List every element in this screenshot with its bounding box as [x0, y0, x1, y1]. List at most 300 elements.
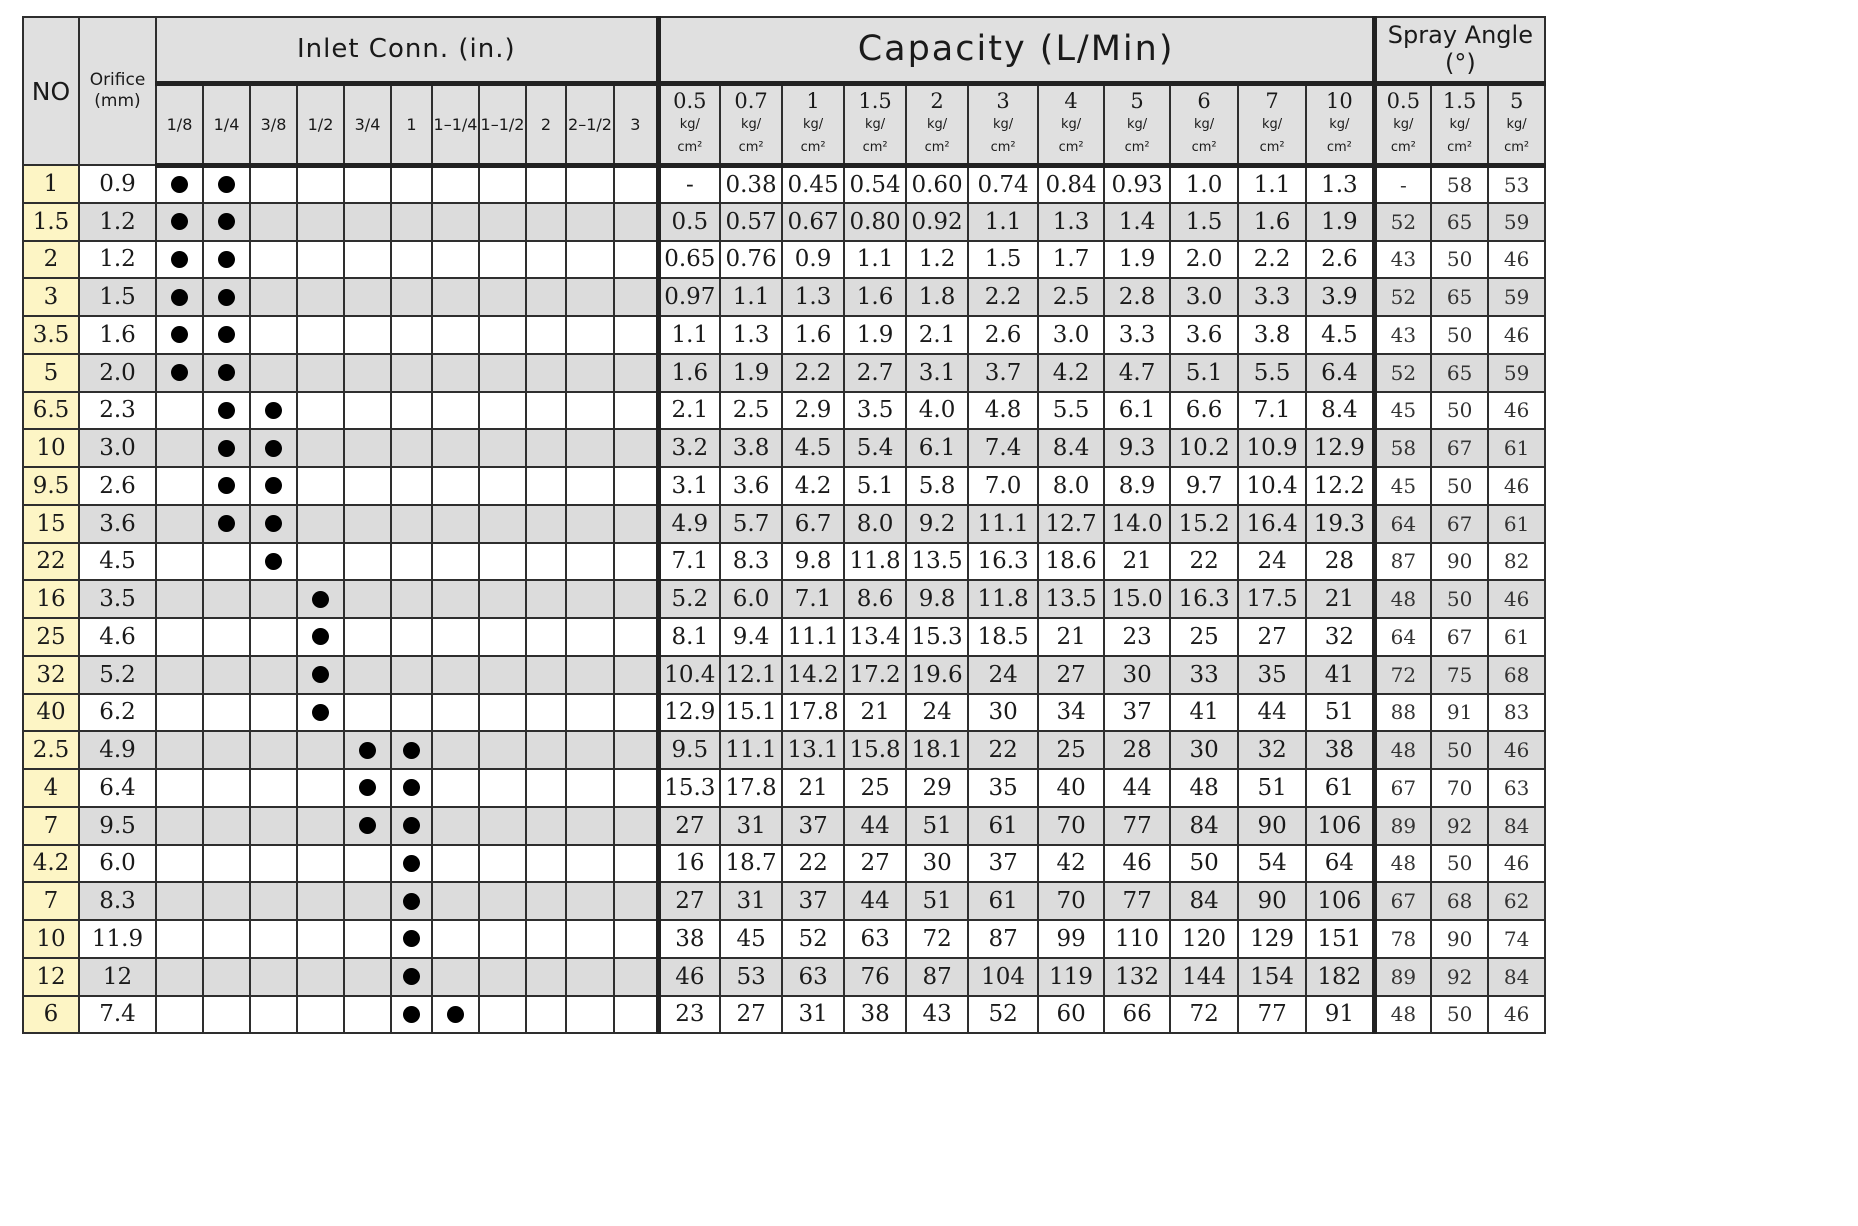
spray-angle-group-header: Spray Angle (°): [1374, 17, 1545, 83]
available-dot-icon: [171, 176, 188, 193]
inlet-conn-cell: [432, 807, 479, 845]
capacity-cell: 90: [1238, 882, 1306, 920]
inlet-conn-cell: [297, 882, 344, 920]
nozzle-no-cell: 10: [23, 920, 79, 958]
inlet-conn-cell: [479, 807, 526, 845]
capacity-cell: 8.4: [1038, 429, 1104, 467]
inlet-conn-cell: [297, 580, 344, 618]
inlet-conn-cell: [156, 882, 203, 920]
inlet-size-header: 1/2: [297, 83, 344, 165]
available-dot-icon: [312, 704, 329, 721]
inlet-conn-cell: [250, 731, 297, 769]
pressure-header: [1038, 83, 1104, 165]
spray-angle-cell: 63: [1488, 769, 1545, 807]
spray-angle-cell: 78: [1374, 920, 1431, 958]
capacity-cell: 1.1: [844, 241, 906, 279]
available-dot-icon: [171, 364, 188, 381]
inlet-conn-cell: [479, 505, 526, 543]
capacity-cell: 13.5: [906, 543, 968, 581]
table-body: [23, 165, 1545, 1033]
inlet-conn-cell: [614, 807, 658, 845]
capacity-cell: 50: [1170, 845, 1238, 883]
capacity-cell: 1.2: [906, 241, 968, 279]
inlet-conn-cell: [432, 241, 479, 279]
inlet-conn-cell: [432, 165, 479, 203]
inlet-conn-cell: [250, 392, 297, 430]
inlet-conn-cell: [250, 278, 297, 316]
capacity-cell: 31: [720, 807, 782, 845]
inlet-conn-cell: [614, 543, 658, 581]
capacity-cell: 104: [968, 958, 1038, 996]
inlet-conn-cell: [432, 316, 479, 354]
capacity-cell: 12.9: [1306, 429, 1374, 467]
spray-angle-cell: 58: [1374, 429, 1431, 467]
pressure-value: 2: [930, 88, 944, 113]
orifice-cell: 4.6: [79, 618, 156, 656]
inlet-size-header: 1/4: [203, 83, 250, 165]
pressure-value: 4: [1064, 88, 1078, 113]
spray-angle-cell: -: [1374, 165, 1431, 203]
capacity-cell: 18.1: [906, 731, 968, 769]
capacity-cell: 4.0: [906, 392, 968, 430]
spray-angle-cell: 46: [1488, 467, 1545, 505]
inlet-conn-cell: [432, 580, 479, 618]
capacity-cell: 72: [1170, 996, 1238, 1034]
pressure-value: 1.5: [858, 88, 892, 113]
orifice-cell: 1.6: [79, 316, 156, 354]
inlet-conn-cell: [250, 996, 297, 1034]
inlet-conn-cell: [526, 241, 566, 279]
inlet-conn-cell: [526, 392, 566, 430]
capacity-cell: 5.1: [844, 467, 906, 505]
inlet-conn-cell: [156, 505, 203, 543]
available-dot-icon: [218, 289, 235, 306]
capacity-cell: 12.9: [658, 694, 720, 732]
capacity-cell: 61: [1306, 769, 1374, 807]
spray-angle-cell: 50: [1431, 845, 1488, 883]
spray-angle-cell: 92: [1431, 807, 1488, 845]
capacity-cell: 2.6: [1306, 241, 1374, 279]
capacity-cell: 7.1: [782, 580, 844, 618]
inlet-conn-cell: [250, 505, 297, 543]
table-row: [23, 165, 1545, 203]
spray-angle-cell: 61: [1488, 429, 1545, 467]
capacity-cell: 5.4: [844, 429, 906, 467]
pressure-header: [968, 83, 1038, 165]
capacity-cell: 0.84: [1038, 165, 1104, 203]
capacity-cell: 11.1: [720, 731, 782, 769]
available-dot-icon: [218, 364, 235, 381]
spray-angle-cell: 67: [1374, 882, 1431, 920]
table-row: [23, 429, 1545, 467]
capacity-cell: 2.1: [658, 392, 720, 430]
inlet-conn-cell: [250, 467, 297, 505]
inlet-conn-cell: [432, 882, 479, 920]
capacity-cell: 12.1: [720, 656, 782, 694]
inlet-conn-cell: [526, 316, 566, 354]
capacity-cell: 77: [1104, 882, 1170, 920]
available-dot-icon: [171, 289, 188, 306]
capacity-cell: 3.0: [1170, 278, 1238, 316]
inlet-conn-cell: [566, 165, 614, 203]
capacity-cell: 3.2: [658, 429, 720, 467]
capacity-cell: 30: [906, 845, 968, 883]
inlet-conn-cell: [344, 392, 391, 430]
orifice-cell: 2.6: [79, 467, 156, 505]
inlet-conn-cell: [344, 543, 391, 581]
capacity-cell: 22: [782, 845, 844, 883]
inlet-conn-cell: [156, 580, 203, 618]
capacity-cell: 27: [658, 882, 720, 920]
table-row: [23, 580, 1545, 618]
spray-angle-cell: 87: [1374, 543, 1431, 581]
capacity-cell: 31: [782, 996, 844, 1034]
capacity-cell: 61: [968, 882, 1038, 920]
pressure-value: 7: [1265, 88, 1279, 113]
spray-angle-cell: 83: [1488, 694, 1545, 732]
inlet-conn-cell: [203, 429, 250, 467]
inlet-conn-cell: [391, 920, 432, 958]
inlet-conn-cell: [344, 958, 391, 996]
inlet-conn-cell: [391, 958, 432, 996]
capacity-cell: 12.7: [1038, 505, 1104, 543]
inlet-conn-cell: [297, 165, 344, 203]
inlet-conn-cell: [344, 769, 391, 807]
nozzle-no-cell: 2: [23, 241, 79, 279]
nozzle-no-cell: 6: [23, 996, 79, 1034]
capacity-cell: 0.80: [844, 203, 906, 241]
table-row: [23, 618, 1545, 656]
capacity-cell: 3.9: [1306, 278, 1374, 316]
inlet-conn-cell: [614, 882, 658, 920]
capacity-cell: 34: [1038, 694, 1104, 732]
inlet-conn-cell: [614, 731, 658, 769]
inlet-conn-cell: [479, 429, 526, 467]
nozzle-no-cell: 5: [23, 354, 79, 392]
capacity-cell: 14.0: [1104, 505, 1170, 543]
inlet-size-header: 3/4: [344, 83, 391, 165]
capacity-cell: 4.2: [782, 467, 844, 505]
inlet-conn-cell: [297, 543, 344, 581]
capacity-cell: 28: [1306, 543, 1374, 581]
spray-angle-cell: 45: [1374, 392, 1431, 430]
available-dot-icon: [218, 176, 235, 193]
inlet-conn-cell: [526, 429, 566, 467]
capacity-cell: 106: [1306, 882, 1374, 920]
orifice-cell: 8.3: [79, 882, 156, 920]
spray-angle-cell: 50: [1431, 392, 1488, 430]
inlet-conn-cell: [156, 278, 203, 316]
inlet-conn-cell: [203, 694, 250, 732]
inlet-conn-cell: [203, 618, 250, 656]
capacity-cell: 5.7: [720, 505, 782, 543]
inlet-size-header: 2–1/2: [566, 83, 614, 165]
available-dot-icon: [171, 251, 188, 268]
inlet-conn-cell: [479, 467, 526, 505]
capacity-cell: 2.6: [968, 316, 1038, 354]
inlet-size-header: 3/8: [250, 83, 297, 165]
capacity-cell: 0.9: [782, 241, 844, 279]
capacity-cell: 77: [1104, 807, 1170, 845]
available-dot-icon: [218, 477, 235, 494]
inlet-size-header: 1/8: [156, 83, 203, 165]
pressure-unit: kg/ cm²: [1504, 116, 1530, 155]
inlet-conn-cell: [566, 618, 614, 656]
inlet-size-header: 1: [391, 83, 432, 165]
capacity-cell: 2.5: [720, 392, 782, 430]
capacity-cell: 0.74: [968, 165, 1038, 203]
capacity-cell: 8.1: [658, 618, 720, 656]
inlet-conn-cell: [566, 769, 614, 807]
pressure-value: 5: [1130, 88, 1144, 113]
inlet-conn-cell: [203, 807, 250, 845]
capacity-cell: 43: [906, 996, 968, 1034]
inlet-conn-cell: [566, 203, 614, 241]
inlet-conn-cell: [432, 618, 479, 656]
capacity-cell: 29: [906, 769, 968, 807]
spray-angle-cell: 89: [1374, 807, 1431, 845]
orifice-cell: 6.0: [79, 845, 156, 883]
inlet-conn-cell: [203, 769, 250, 807]
capacity-cell: 35: [1238, 656, 1306, 694]
inlet-conn-cell: [297, 656, 344, 694]
spray-angle-cell: 90: [1431, 920, 1488, 958]
available-dot-icon: [171, 213, 188, 230]
available-dot-icon: [218, 326, 235, 343]
table-row: [23, 467, 1545, 505]
capacity-cell: 8.6: [844, 580, 906, 618]
nozzle-no-cell: 1.5: [23, 203, 79, 241]
inlet-conn-cell: [526, 769, 566, 807]
capacity-cell: 32: [1306, 618, 1374, 656]
inlet-conn-cell: [344, 505, 391, 543]
inlet-conn-cell: [391, 241, 432, 279]
capacity-cell: 16: [658, 845, 720, 883]
capacity-cell: 30: [1170, 731, 1238, 769]
pressure-unit: kg/ cm²: [1326, 116, 1352, 155]
inlet-conn-cell: [203, 920, 250, 958]
capacity-cell: 10.2: [1170, 429, 1238, 467]
spray-angle-cell: 59: [1488, 354, 1545, 392]
inlet-conn-cell: [297, 429, 344, 467]
capacity-cell: 9.8: [906, 580, 968, 618]
capacity-cell: 132: [1104, 958, 1170, 996]
capacity-cell: 6.6: [1170, 392, 1238, 430]
inlet-conn-cell: [432, 354, 479, 392]
orifice-cell: 4.5: [79, 543, 156, 581]
spray-angle-cell: 67: [1374, 769, 1431, 807]
nozzle-no-cell: 2.5: [23, 731, 79, 769]
capacity-cell: 3.3: [1238, 278, 1306, 316]
inlet-conn-cell: [614, 845, 658, 883]
available-dot-icon: [447, 1006, 464, 1023]
capacity-cell: -: [658, 165, 720, 203]
pressure-header: [1488, 83, 1545, 165]
inlet-conn-cell: [614, 316, 658, 354]
spray-angle-cell: 53: [1488, 165, 1545, 203]
capacity-cell: 4.8: [968, 392, 1038, 430]
inlet-conn-cell: [526, 618, 566, 656]
inlet-conn-cell: [614, 203, 658, 241]
inlet-conn-cell: [156, 996, 203, 1034]
capacity-cell: 6.7: [782, 505, 844, 543]
capacity-cell: 27: [844, 845, 906, 883]
inlet-conn-cell: [614, 505, 658, 543]
capacity-cell: 17.8: [720, 769, 782, 807]
available-dot-icon: [218, 213, 235, 230]
capacity-cell: 1.1: [968, 203, 1038, 241]
capacity-cell: 30: [1104, 656, 1170, 694]
inlet-conn-cell: [566, 996, 614, 1034]
spray-angle-cell: 58: [1431, 165, 1488, 203]
orifice-cell: 3.5: [79, 580, 156, 618]
pressure-unit: kg/ cm²: [800, 116, 826, 155]
nozzle-no-cell: 4: [23, 769, 79, 807]
capacity-cell: 63: [782, 958, 844, 996]
capacity-cell: 51: [1306, 694, 1374, 732]
capacity-cell: 120: [1170, 920, 1238, 958]
pressure-value: 5: [1509, 88, 1524, 113]
inlet-conn-cell: [250, 316, 297, 354]
capacity-cell: 7.0: [968, 467, 1038, 505]
capacity-cell: 15.3: [658, 769, 720, 807]
nozzle-no-cell: 4.2: [23, 845, 79, 883]
capacity-cell: 21: [1306, 580, 1374, 618]
spray-angle-cell: 88: [1374, 694, 1431, 732]
capacity-cell: 16.4: [1238, 505, 1306, 543]
inlet-conn-cell: [250, 694, 297, 732]
capacity-cell: 35: [968, 769, 1038, 807]
inlet-conn-cell: [156, 203, 203, 241]
capacity-cell: 53: [720, 958, 782, 996]
capacity-cell: 17.8: [782, 694, 844, 732]
pressure-unit: kg/ cm²: [1191, 116, 1217, 155]
spray-angle-cell: 48: [1374, 845, 1431, 883]
inlet-conn-cell: [156, 429, 203, 467]
capacity-cell: 2.1: [906, 316, 968, 354]
inlet-conn-cell: [203, 845, 250, 883]
capacity-cell: 1.9: [1104, 241, 1170, 279]
capacity-cell: 8.9: [1104, 467, 1170, 505]
capacity-cell: 15.1: [720, 694, 782, 732]
inlet-conn-cell: [203, 543, 250, 581]
inlet-conn-cell: [344, 618, 391, 656]
capacity-cell: 0.76: [720, 241, 782, 279]
inlet-conn-cell: [156, 845, 203, 883]
inlet-conn-cell: [250, 580, 297, 618]
inlet-conn-cell: [526, 278, 566, 316]
capacity-cell: 9.5: [658, 731, 720, 769]
orifice-cell: 9.5: [79, 807, 156, 845]
available-dot-icon: [312, 628, 329, 645]
inlet-conn-cell: [203, 278, 250, 316]
capacity-cell: 76: [844, 958, 906, 996]
inlet-conn-cell: [156, 618, 203, 656]
spray-angle-cell: 70: [1431, 769, 1488, 807]
inlet-conn-cell: [432, 505, 479, 543]
inlet-conn-cell: [391, 769, 432, 807]
inlet-conn-cell: [614, 656, 658, 694]
spray-angle-cell: 52: [1374, 203, 1431, 241]
inlet-conn-cell: [297, 845, 344, 883]
spray-angle-cell: 65: [1431, 354, 1488, 392]
inlet-conn-cell: [156, 920, 203, 958]
inlet-conn-cell: [614, 467, 658, 505]
inlet-conn-cell: [614, 429, 658, 467]
inlet-conn-cell: [344, 845, 391, 883]
available-dot-icon: [265, 477, 282, 494]
table-row: [23, 731, 1545, 769]
pressure-value: 0.7: [734, 88, 768, 113]
spray-angle-cell: 62: [1488, 882, 1545, 920]
capacity-cell: 46: [1104, 845, 1170, 883]
capacity-cell: 33: [1170, 656, 1238, 694]
spray-angle-cell: 91: [1431, 694, 1488, 732]
inlet-conn-cell: [566, 505, 614, 543]
capacity-cell: 1.7: [1038, 241, 1104, 279]
capacity-cell: 1.3: [720, 316, 782, 354]
orifice-cell: 3.0: [79, 429, 156, 467]
capacity-cell: 1.0: [1170, 165, 1238, 203]
capacity-cell: 4.7: [1104, 354, 1170, 392]
capacity-cell: 21: [844, 694, 906, 732]
orifice-cell: 12: [79, 958, 156, 996]
capacity-cell: 15.3: [906, 618, 968, 656]
capacity-cell: 2.2: [782, 354, 844, 392]
spray-angle-cell: 89: [1374, 958, 1431, 996]
spray-angle-cell: 46: [1488, 241, 1545, 279]
available-dot-icon: [403, 893, 420, 910]
inlet-conn-cell: [432, 694, 479, 732]
inlet-conn-cell: [479, 694, 526, 732]
capacity-cell: 4.5: [1306, 316, 1374, 354]
capacity-cell: 3.1: [658, 467, 720, 505]
capacity-cell: 70: [1038, 807, 1104, 845]
inlet-conn-cell: [391, 656, 432, 694]
spray-angle-cell: 61: [1488, 618, 1545, 656]
capacity-cell: 8.0: [844, 505, 906, 543]
inlet-conn-cell: [479, 958, 526, 996]
capacity-cell: 37: [1104, 694, 1170, 732]
inlet-conn-cell: [432, 543, 479, 581]
inlet-conn-cell: [614, 996, 658, 1034]
capacity-cell: 4.5: [782, 429, 844, 467]
inlet-conn-cell: [250, 165, 297, 203]
capacity-cell: 13.5: [1038, 580, 1104, 618]
nozzle-no-cell: 7: [23, 807, 79, 845]
inlet-conn-cell: [614, 278, 658, 316]
capacity-cell: 25: [1038, 731, 1104, 769]
table-row: [23, 958, 1545, 996]
nozzle-no-cell: 12: [23, 958, 79, 996]
inlet-conn-cell: [479, 203, 526, 241]
inlet-conn-cell: [432, 656, 479, 694]
capacity-cell: 129: [1238, 920, 1306, 958]
table-row: [23, 278, 1545, 316]
capacity-cell: 60: [1038, 996, 1104, 1034]
nozzle-no-cell: 6.5: [23, 392, 79, 430]
capacity-cell: 44: [844, 807, 906, 845]
capacity-cell: 1.6: [782, 316, 844, 354]
orifice-cell: 1.5: [79, 278, 156, 316]
nozzle-no-cell: 15: [23, 505, 79, 543]
inlet-conn-cell: [566, 958, 614, 996]
pressure-value: 1.5: [1442, 88, 1477, 113]
nozzle-no-cell: 1: [23, 165, 79, 203]
inlet-conn-cell: [156, 694, 203, 732]
available-dot-icon: [265, 402, 282, 419]
capacity-cell: 51: [906, 882, 968, 920]
